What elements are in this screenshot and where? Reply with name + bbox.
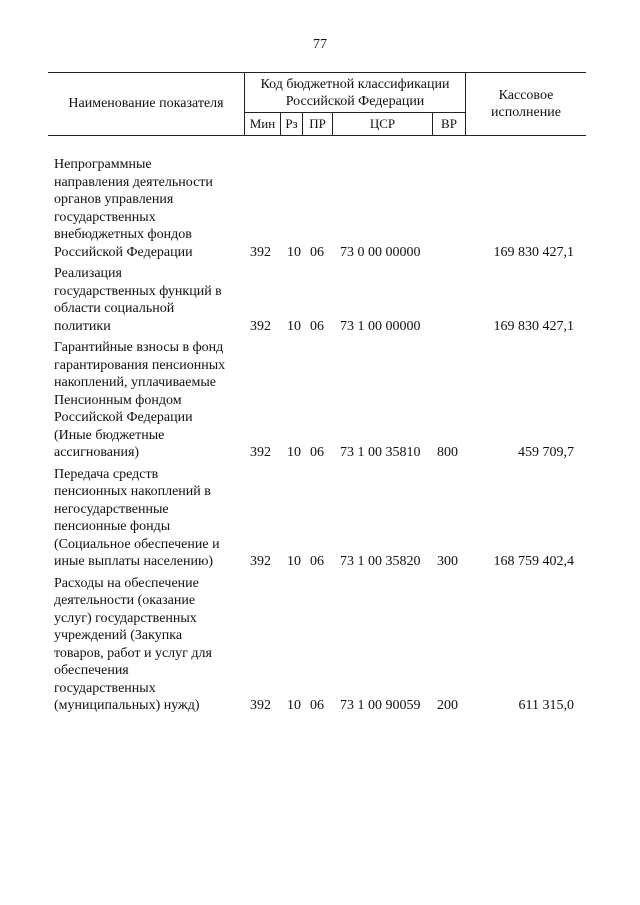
row-min: 392	[250, 698, 271, 713]
row-name-line: иные выплаты населению)	[54, 554, 214, 569]
row-name-line: Гарантийные взносы в фонд	[54, 340, 224, 355]
row-sum: 169 830 427,1	[493, 318, 574, 334]
row-pr: 06	[310, 554, 324, 569]
row-csr: 73 1 00 90059	[340, 698, 421, 713]
header-exec	[466, 73, 586, 135]
row-name-line: услуг) государственных	[54, 610, 197, 626]
row-name-line: негосударственные	[54, 501, 169, 517]
row-name-line: органов управления	[54, 192, 174, 207]
row-name-line: области социальной	[54, 301, 175, 316]
row-csr: 73 1 00 35810	[340, 445, 421, 460]
header-code-line2: Российской Федерации	[285, 94, 425, 109]
row-name	[54, 575, 234, 715]
row-name-line: политики	[54, 318, 111, 334]
row-csr: 73 1 00 00000	[340, 318, 421, 334]
row-name-line: Расходы на обеспечение	[54, 575, 199, 591]
header-col-csr: ЦСР	[332, 113, 432, 135]
header-exec-line1: Кассовое	[498, 88, 554, 103]
row-name-line: гарантирования пенсионных	[54, 357, 226, 373]
row-pr: 06	[310, 318, 324, 334]
page-number: 77	[313, 37, 327, 52]
header-col-rz: Рз	[280, 113, 302, 135]
row-rz: 10	[287, 698, 301, 713]
header-col-vr: ВР	[432, 113, 466, 135]
row-csr: 73 0 00 00000	[340, 244, 421, 260]
row-vr: 200	[437, 698, 458, 713]
header-code-line1: Код бюджетной классификации	[260, 77, 450, 92]
row-name-line: Передача средств	[54, 466, 159, 482]
row-rz: 10	[287, 445, 301, 460]
header-code-group	[244, 73, 466, 113]
row-name-line: ассигнования)	[54, 445, 140, 460]
header-col-min: Мин	[244, 113, 280, 135]
table-header	[48, 72, 586, 136]
row-name-line: пенсионные фонды	[54, 519, 171, 534]
row-vr: 800	[437, 445, 458, 460]
header-exec-line2: исполнение	[491, 105, 561, 120]
row-name-line: (муниципальных) нужд)	[54, 698, 200, 713]
row-sum: 168 759 402,4	[493, 554, 574, 569]
row-name	[54, 156, 234, 261]
row-name-line: Российской Федерации	[54, 410, 193, 425]
row-name-line: Российской Федерации	[54, 244, 193, 260]
row-pr: 06	[310, 244, 324, 260]
row-min: 392	[250, 318, 271, 334]
row-name-line: направления деятельности	[54, 174, 213, 190]
row-name-line: Пенсионным фондом	[54, 392, 182, 408]
row-name	[54, 466, 234, 571]
row-name-line: государственных	[54, 209, 156, 225]
row-min: 392	[250, 554, 271, 569]
header-col-pr: ПР	[302, 113, 332, 135]
row-name-line: учреждений (Закупка	[54, 628, 183, 643]
row-sum: 611 315,0	[518, 698, 574, 713]
row-name-line: накоплений, уплачиваемые	[54, 375, 216, 390]
row-name-line: внебюджетных фондов	[54, 227, 192, 242]
row-min: 392	[250, 445, 271, 460]
row-name	[54, 265, 234, 335]
row-name-line: государственных функций в	[54, 283, 222, 299]
row-name-line: обеспечения	[54, 663, 129, 678]
row-name-line: государственных	[54, 680, 156, 696]
row-name-line: (Социальное обеспечение и	[54, 536, 220, 552]
row-rz: 10	[287, 554, 301, 569]
row-name-line: Реализация	[54, 266, 122, 281]
row-name-line: товаров, работ и услуг для	[54, 645, 212, 661]
row-name-line: (Иные бюджетные	[54, 427, 165, 443]
row-vr: 300	[437, 554, 458, 569]
row-pr: 06	[310, 698, 324, 713]
row-rz: 10	[287, 244, 301, 260]
row-name	[54, 339, 234, 462]
row-csr: 73 1 00 35820	[340, 554, 421, 569]
row-name-line: деятельности (оказание	[54, 593, 196, 608]
row-name-line: пенсионных накоплений в	[54, 484, 211, 499]
row-name-line: Непрограммные	[54, 157, 152, 172]
row-sum: 169 830 427,1	[493, 244, 574, 260]
row-pr: 06	[310, 445, 324, 460]
header-name: Наименование показателя	[68, 96, 224, 111]
row-sum: 459 709,7	[518, 445, 574, 460]
row-rz: 10	[287, 318, 301, 334]
row-min: 392	[250, 244, 271, 260]
